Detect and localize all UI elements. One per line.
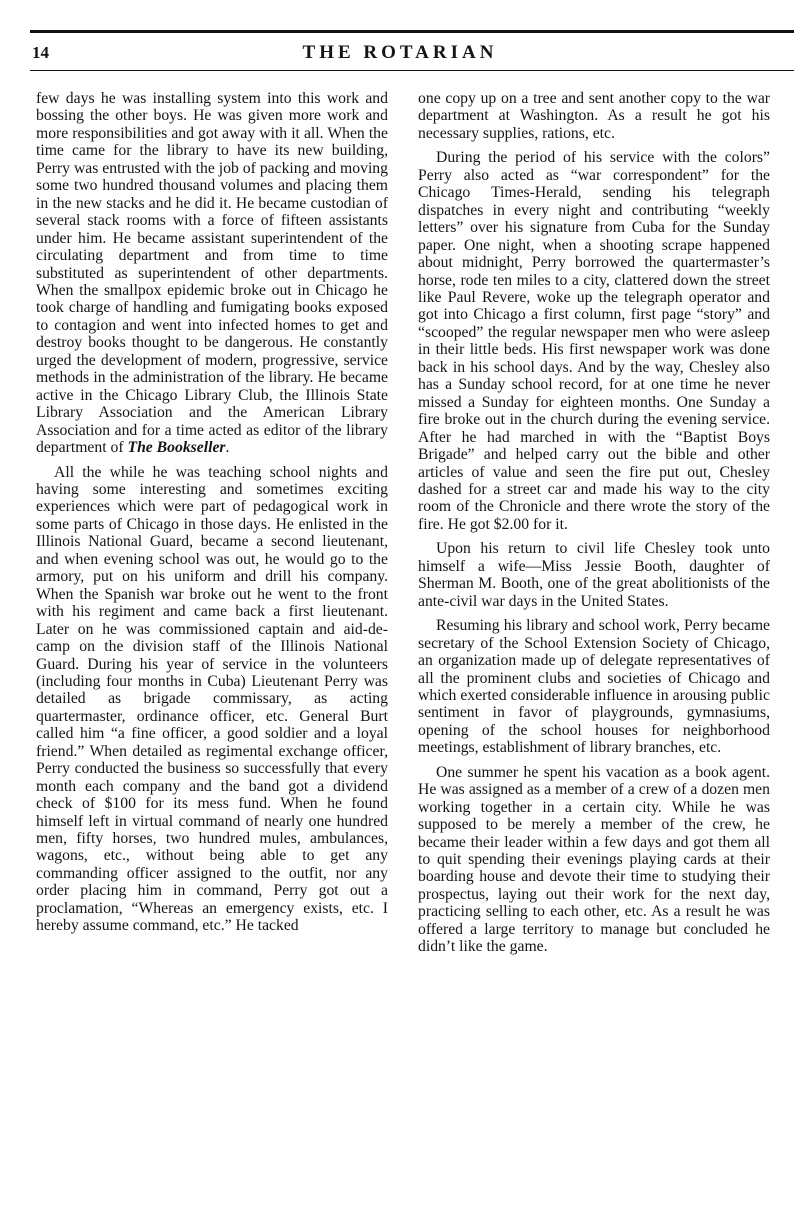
page-number: 14 bbox=[32, 43, 49, 62]
left-column bbox=[36, 90, 388, 935]
header-rule-bottom bbox=[30, 70, 794, 71]
paragraph: one copy up on a tree and sent another copy to the war department at Washington. As a result he got his necessary supplies, rations, etc. bbox=[418, 90, 770, 142]
right-column bbox=[418, 90, 770, 956]
running-title: THE ROTARIAN bbox=[302, 42, 498, 63]
paragraph bbox=[36, 90, 388, 457]
paragraph-end: . bbox=[225, 439, 230, 457]
paragraph-text: few days he was installing system into this work and bossing the other boys. He was given more work and more responsibilities and got away with it all. When the time came for the library to have its new building, Perry was entrusted with the job of packing and moving some two hundred thousand volumes and placing them in the new stacks and he did it. He became custodian of several stack rooms with a force of fifteen assistants under him. He became assistant superintendent of the circulating department and from time to time substituted as superintendent of other departments. When the smallpox epidemic broke out in Chicago he took charge of handling and fumigating books exposed to contagion and went into infected homes to get and destroy books thought to be dangerous. He constantly urged the development of modern, progressive, service methods in the administration of the library. He became active in the Chicago Library Club, the Illinois State Library Association and the American Library Association and for a time acted as editor of the library department of bbox=[36, 90, 388, 457]
header-rule-top bbox=[30, 30, 794, 33]
paragraph: Upon his return to civil life Chesley took unto himself a wife—Miss Jessie Booth, daughter of Sherman M. Booth, one of the great abolitionists of the ante-civil war days in the United States. bbox=[418, 540, 770, 610]
paragraph: All the while he was teaching school nights and having some interesting and sometimes exciting experiences which were part of pedagogical work in some parts of Chicago in those days. He enlisted in the Illinois National Guard, became a second lieutenant, and when evening school was out, he would go to the armory, put on his uniform and drill his company. When the Spanish war broke out he went to the front with his regiment and came back a first lieutenant. Later on he was commissioned captain and aid-de-camp on the division staff of the Illinois National Guard. During his year of service in the volunteers (including four months in Cuba) Lieutenant Perry was detailed as brigade commissary, as acting quartermaster, ordinance officer, etc. General Burt called him “a fine officer, a good soldier and a loyal friend.” When detailed as regimental exchange officer, Perry conducted the business so successfully that every month each company and the band got a dividend check of $100 for its mess fund. When he found himself left in virtual command of nearly one hundred men, fifty horses, two hundred mules, ambulances, wagons, etc., without being able to get any commanding officer assigned to the outfit, nor any order placing him in command, Perry got out a proclamation, “Whereas an emergency exists, etc. I hereby assume command, etc.” He tacked bbox=[36, 463, 388, 935]
paragraph: Resuming his library and school work, Perry became secretary of the School Extension Society of Chicago, an organization made up of delegate representatives of all the prominent clubs and societies of Chicago and which exerted considerable influence in arousing public sentiment in favor of playgrounds, gymnasiums, opening of the school houses for neighborhood meetings, establishment of library branches, etc. bbox=[418, 617, 770, 757]
publication-title: The Bookseller bbox=[127, 439, 226, 457]
paragraph: During the period of his service with the colors” Perry also acted as “war correspondent” for the Chicago Times-Herald, sending his telegraph dispatches in every night and contributing “weekly letters” over his signature from Cuba for the Sunday paper. One night, when a shooting scrape happened about midnight, Perry borrowed the quartermaster’s horse, rode ten miles to a city, clattered down the street like Paul Revere, woke up the telegraph operator and got into Chicago a first column, first page “story” and “scooped” the regular newspaper men who were asleep in their little beds. His first newspaper work was done back in his school days. And by the way, Chesley also has a Sunday school record, for at one time he never missed a Sunday for eighteen months. One Sunday a fire broke out in the church during the evening service. After he had marched in with the “Baptist Boys Brigade” and helped carry out the bible and other articles of value and seen the fire put out, Chesley dashed for a street car and made his way to the city room of the Chronicle and there wrote the story of the fire. He got $2.00 for it. bbox=[418, 149, 770, 533]
paragraph: One summer he spent his vacation as a book agent. He was assigned as a member of a crew of a dozen men working together in a certain city. While he was supposed to be merely a member of the crew, he became their leader within a few days and got them all to quit spending their evenings playing cards at their boarding house and devote their time to studying their prospectus, laying out their work for the next day, practicing selling to each other, etc. As a result he was offered a large territory to manage but concluded he didn’t like the game. bbox=[418, 763, 770, 956]
